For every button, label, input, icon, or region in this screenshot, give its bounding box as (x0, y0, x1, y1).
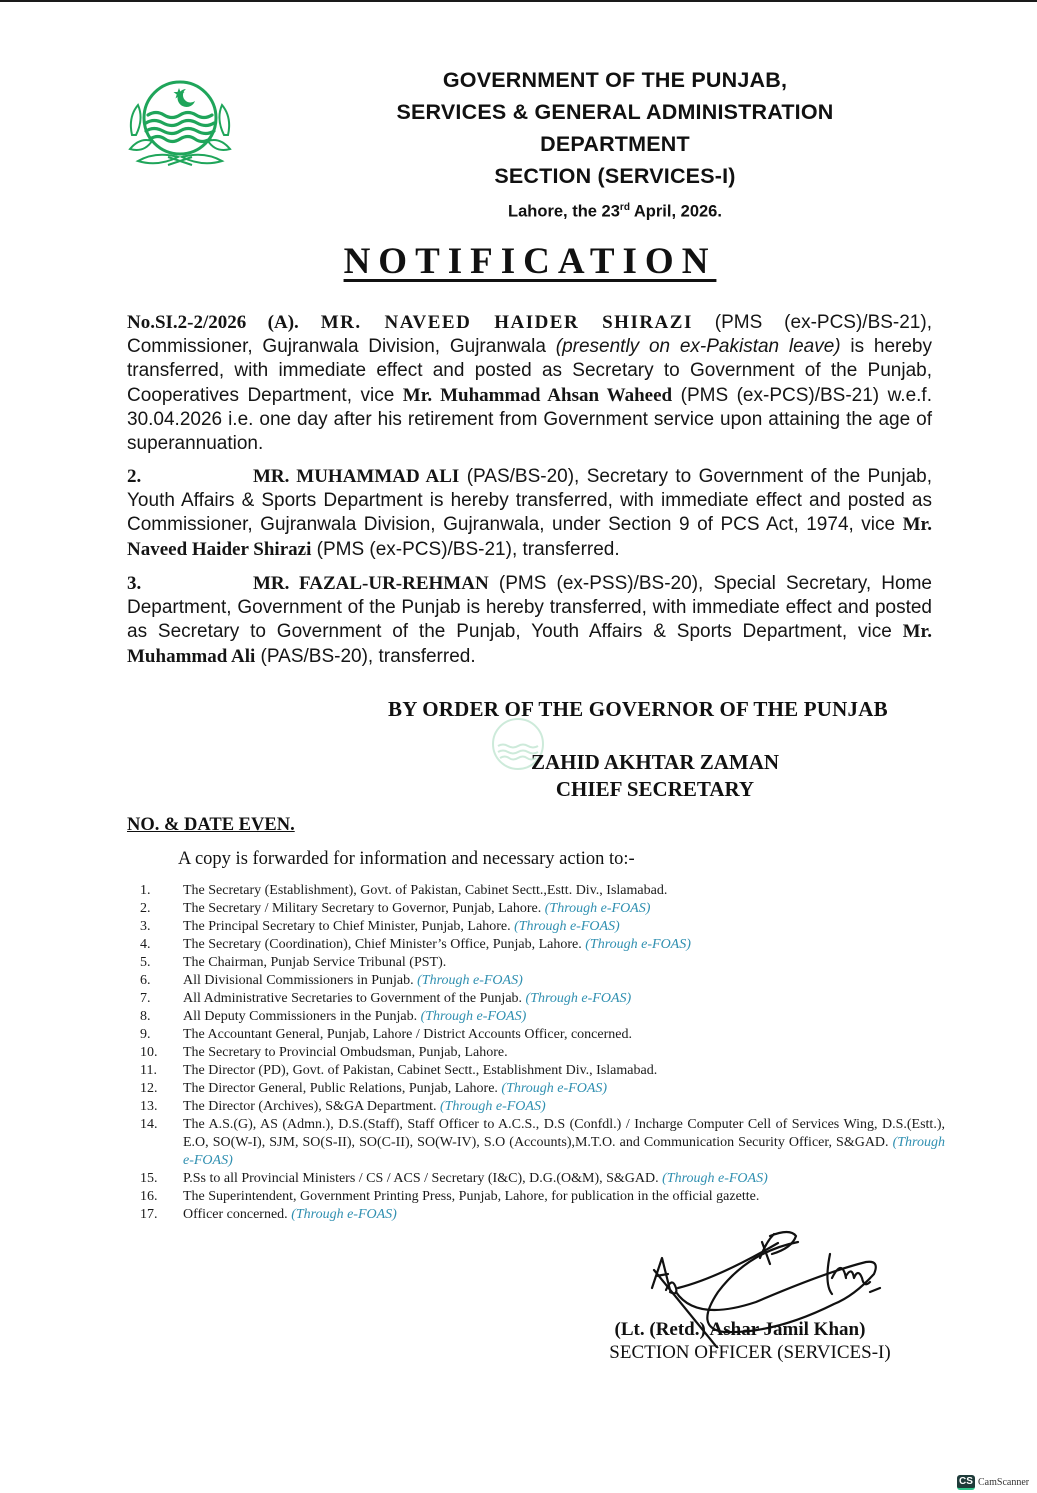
recipient-text: P.Ss to all Provincial Ministers / CS / ACS / Secretary (I&C), D.G.(O&M), S&GAD. (183, 1171, 663, 1186)
recipient-text: All Administrative Secretaries to Government of the Punjab. (183, 991, 526, 1006)
recipient-text: Officer concerned. (183, 1207, 292, 1222)
item-text (183, 1080, 945, 1098)
chief-secretary-title: CHIEF SECRETARY (555, 777, 755, 801)
item-text (183, 936, 945, 954)
officer-name: MR. NAVEED HAIDER SHIRAZI (320, 312, 693, 333)
paragraph-text: (PMS (ex-PCS)/BS-21) w.e.f. 30.04.2026 i.e. one day after his retirement from Government service upon attaining the age of superannuation. (127, 384, 932, 455)
recipient-text: The Director (PD), Govt. of Pakistan, Cabinet Sectt., Establishment Div., Islamabad. (183, 1063, 658, 1078)
distribution-item (140, 936, 945, 954)
paragraph-text: (PMS (ex-PCS)/BS-21), Commissioner, Gujranwala Division, Gujranwala (127, 312, 932, 358)
recipient-text: The Director (Archives), S&GA Department. (183, 1099, 440, 1114)
efoas-note: (Through e-FOAS) (544, 901, 651, 916)
item-text (183, 882, 945, 900)
distribution-item (140, 1026, 945, 1044)
efoas-note: (Through e-FOAS) (585, 937, 691, 952)
distribution-item (140, 990, 945, 1008)
distribution-item (140, 1008, 945, 1026)
item-number: 15. (140, 1171, 158, 1186)
paragraph-3 (127, 572, 932, 669)
item-number: 1. (140, 883, 151, 898)
item-text (183, 1062, 945, 1080)
item-number: 8. (140, 1009, 151, 1024)
camscanner-label: CamScanner (978, 1477, 1030, 1488)
item-number: 16. (140, 1189, 158, 1204)
distribution-item (140, 1080, 945, 1098)
department-header (340, 64, 890, 192)
distribution-item (140, 918, 945, 936)
efoas-note: (Through e-FOAS) (183, 1135, 945, 1168)
item-number: 10. (140, 1045, 158, 1060)
distribution-item (140, 1188, 945, 1206)
item-number: 7. (140, 991, 151, 1006)
item-text (183, 972, 945, 990)
item-text (183, 1098, 945, 1116)
date-prefix: Lahore, the 23 (508, 202, 620, 221)
item-number: 3. (140, 919, 151, 934)
camscanner-badge (957, 1475, 1029, 1490)
header-line: DEPARTMENT (540, 132, 690, 156)
efoas-note: (Through e-FOAS) (439, 1099, 546, 1114)
paragraph-number: 3. (127, 573, 142, 594)
distribution-item (140, 1062, 945, 1080)
item-text (183, 900, 945, 918)
recipient-text: The Secretary (Establishment), Govt. of Pakistan, Cabinet Sectt.,Estt. Div., Islamabad. (183, 883, 668, 898)
date-ordinal: rd (619, 202, 630, 213)
item-number: 17. (140, 1207, 158, 1222)
header-line: SECTION (SERVICES-I) (494, 164, 736, 188)
item-text (183, 1188, 945, 1206)
issue-date (340, 202, 890, 222)
section-officer-title: SECTION OFFICER (SERVICES-I) (609, 1342, 891, 1363)
item-text (183, 1170, 945, 1188)
item-number: 11. (140, 1063, 157, 1078)
recipient-text: The Director General, Public Relations, Punjab, Lahore. (183, 1081, 502, 1096)
paragraph-1 (127, 311, 932, 456)
recipient-text: The Superintendent, Government Printing Press, Punjab, Lahore, for publication in the official gazette. (183, 1189, 760, 1204)
efoas-note: (Through e-FOAS) (501, 1081, 608, 1096)
copy-intro: A copy is forwarded for information and necessary action to:- (178, 849, 635, 869)
item-number: 14. (140, 1117, 158, 1132)
recipient-text: The Secretary to Provincial Ombudsman, Punjab, Lahore. (183, 1045, 508, 1060)
camscanner-logo-icon: CS (957, 1475, 975, 1490)
item-number: 9. (140, 1027, 151, 1042)
top-border (0, 0, 1037, 2)
item-number: 13. (140, 1099, 158, 1114)
paragraph-text: (PMS (ex-PCS)/BS-21), transferred. (311, 538, 620, 560)
distribution-item (140, 1116, 945, 1170)
no-date-even-heading: NO. & DATE EVEN. (127, 815, 295, 835)
leave-note: (presently on ex-Pakistan leave) (555, 336, 841, 358)
date-suffix: April, 2026. (629, 202, 722, 221)
officer-name: MR. MUHAMMAD ALI (253, 466, 460, 487)
distribution-item (140, 1044, 945, 1062)
distribution-list (140, 882, 945, 1224)
item-text (183, 990, 945, 1008)
item-text (183, 1008, 945, 1026)
recipient-text: The Secretary (Coordination), Chief Minister’s Office, Punjab, Lahore. (183, 937, 586, 952)
paragraph-text: (PAS/BS-20), transferred. (255, 645, 476, 667)
distribution-item (140, 1206, 945, 1224)
paragraph-text: (PMS (ex-PSS)/BS-20), Special Secretary, Home Department, Government of the Punjab is hereby transferred, with immediate effect and posted as Secretary to Government of the Punjab, Youth Affairs & Sports Department, vice (127, 573, 932, 643)
item-text (183, 1044, 945, 1062)
distribution-item (140, 882, 945, 900)
recipient-text: The Accountant General, Punjab, Lahore / District Accounts Officer, concerned. (183, 1027, 632, 1042)
recipient-text: The A.S.(G), AS (Admn.), D.S.(Staff), Staff Officer to A.C.S., D.S (Confdl.) / Incharge Computer Cell of Services Wing, D.S.(Estt.), E.O, SO(W-I), SJM, SO(S-II), SO(C-II), SO(W-IV), S.O (Accounts),M.T.O. and Communication Security Officer, S&GAD. (183, 1117, 945, 1150)
chief-secretary-block (490, 749, 820, 803)
item-text (183, 954, 945, 972)
item-number: 2. (140, 901, 151, 916)
notification-title: NOTIFICATION (343, 241, 717, 282)
paragraph-number: 2. (127, 466, 142, 487)
efoas-note: (Through e-FOAS) (291, 1207, 397, 1222)
efoas-note: (Through e-FOAS) (514, 919, 620, 934)
header-line: GOVERNMENT OF THE PUNJAB, (442, 68, 788, 92)
section-officer-name: (Lt. (Retd.) Ashar Jamil Khan) (614, 1319, 866, 1340)
item-number: 4. (140, 937, 151, 952)
item-text (183, 918, 945, 936)
efoas-note: (Through e-FOAS) (417, 973, 523, 988)
vice-officer-name: Mr. Muhammad Ali (127, 621, 932, 667)
vice-officer-name: Mr. Naveed Haider Shirazi (127, 514, 932, 560)
paragraph-text: (PAS/BS-20), Secretary to Government of the Punjab, Youth Affairs & Sports Department is hereby transferred, with immediate effect and posted as Commissioner, Gujranwala Division, Gujranwala, under Section 9 of PCS Act, 1974, vice (127, 466, 932, 536)
officer-name: MR. FAZAL-UR-REHMAN (253, 573, 489, 594)
recipient-text: All Divisional Commissioners in Punjab. (183, 973, 418, 988)
recipient-text: The Principal Secretary to Chief Minister, Punjab, Lahore. (183, 919, 515, 934)
vice-officer-name: Mr. Muhammad Ahsan Waheed (402, 384, 673, 406)
recipient-text: All Deputy Commissioners in the Punjab. (183, 1009, 421, 1024)
efoas-note: (Through e-FOAS) (420, 1009, 527, 1024)
distribution-item (140, 900, 945, 918)
recipient-text: The Secretary / Military Secretary to Governor, Punjab, Lahore. (183, 901, 545, 916)
item-number: 12. (140, 1081, 158, 1096)
item-number: 6. (140, 973, 151, 988)
item-text (183, 1116, 945, 1170)
distribution-item (140, 1170, 945, 1188)
punjab-emblem-icon (124, 75, 236, 175)
distribution-item (140, 1098, 945, 1116)
item-text (183, 1026, 945, 1044)
efoas-note: (Through e-FOAS) (662, 1171, 768, 1186)
distribution-item (140, 972, 945, 990)
distribution-item (140, 954, 945, 972)
order-line: BY ORDER OF THE GOVERNOR OF THE PUNJAB (388, 697, 888, 721)
item-number: 5. (140, 955, 151, 970)
chief-secretary-name: ZAHID AKHTAR ZAMAN (530, 750, 780, 774)
reference-number: No.SI.2-2/2026 (A). (127, 312, 299, 333)
paragraph-text: is hereby transferred, with immediate effect and posted as Secretary to Government of the Punjab, Cooperatives Department, vice (127, 336, 933, 406)
paragraph-2 (127, 465, 932, 562)
recipient-text: The Chairman, Punjab Service Tribunal (PST). (183, 955, 447, 970)
item-text (183, 1206, 945, 1224)
efoas-note: (Through e-FOAS) (525, 991, 632, 1006)
header-line: SERVICES & GENERAL ADMINISTRATION (396, 100, 834, 124)
